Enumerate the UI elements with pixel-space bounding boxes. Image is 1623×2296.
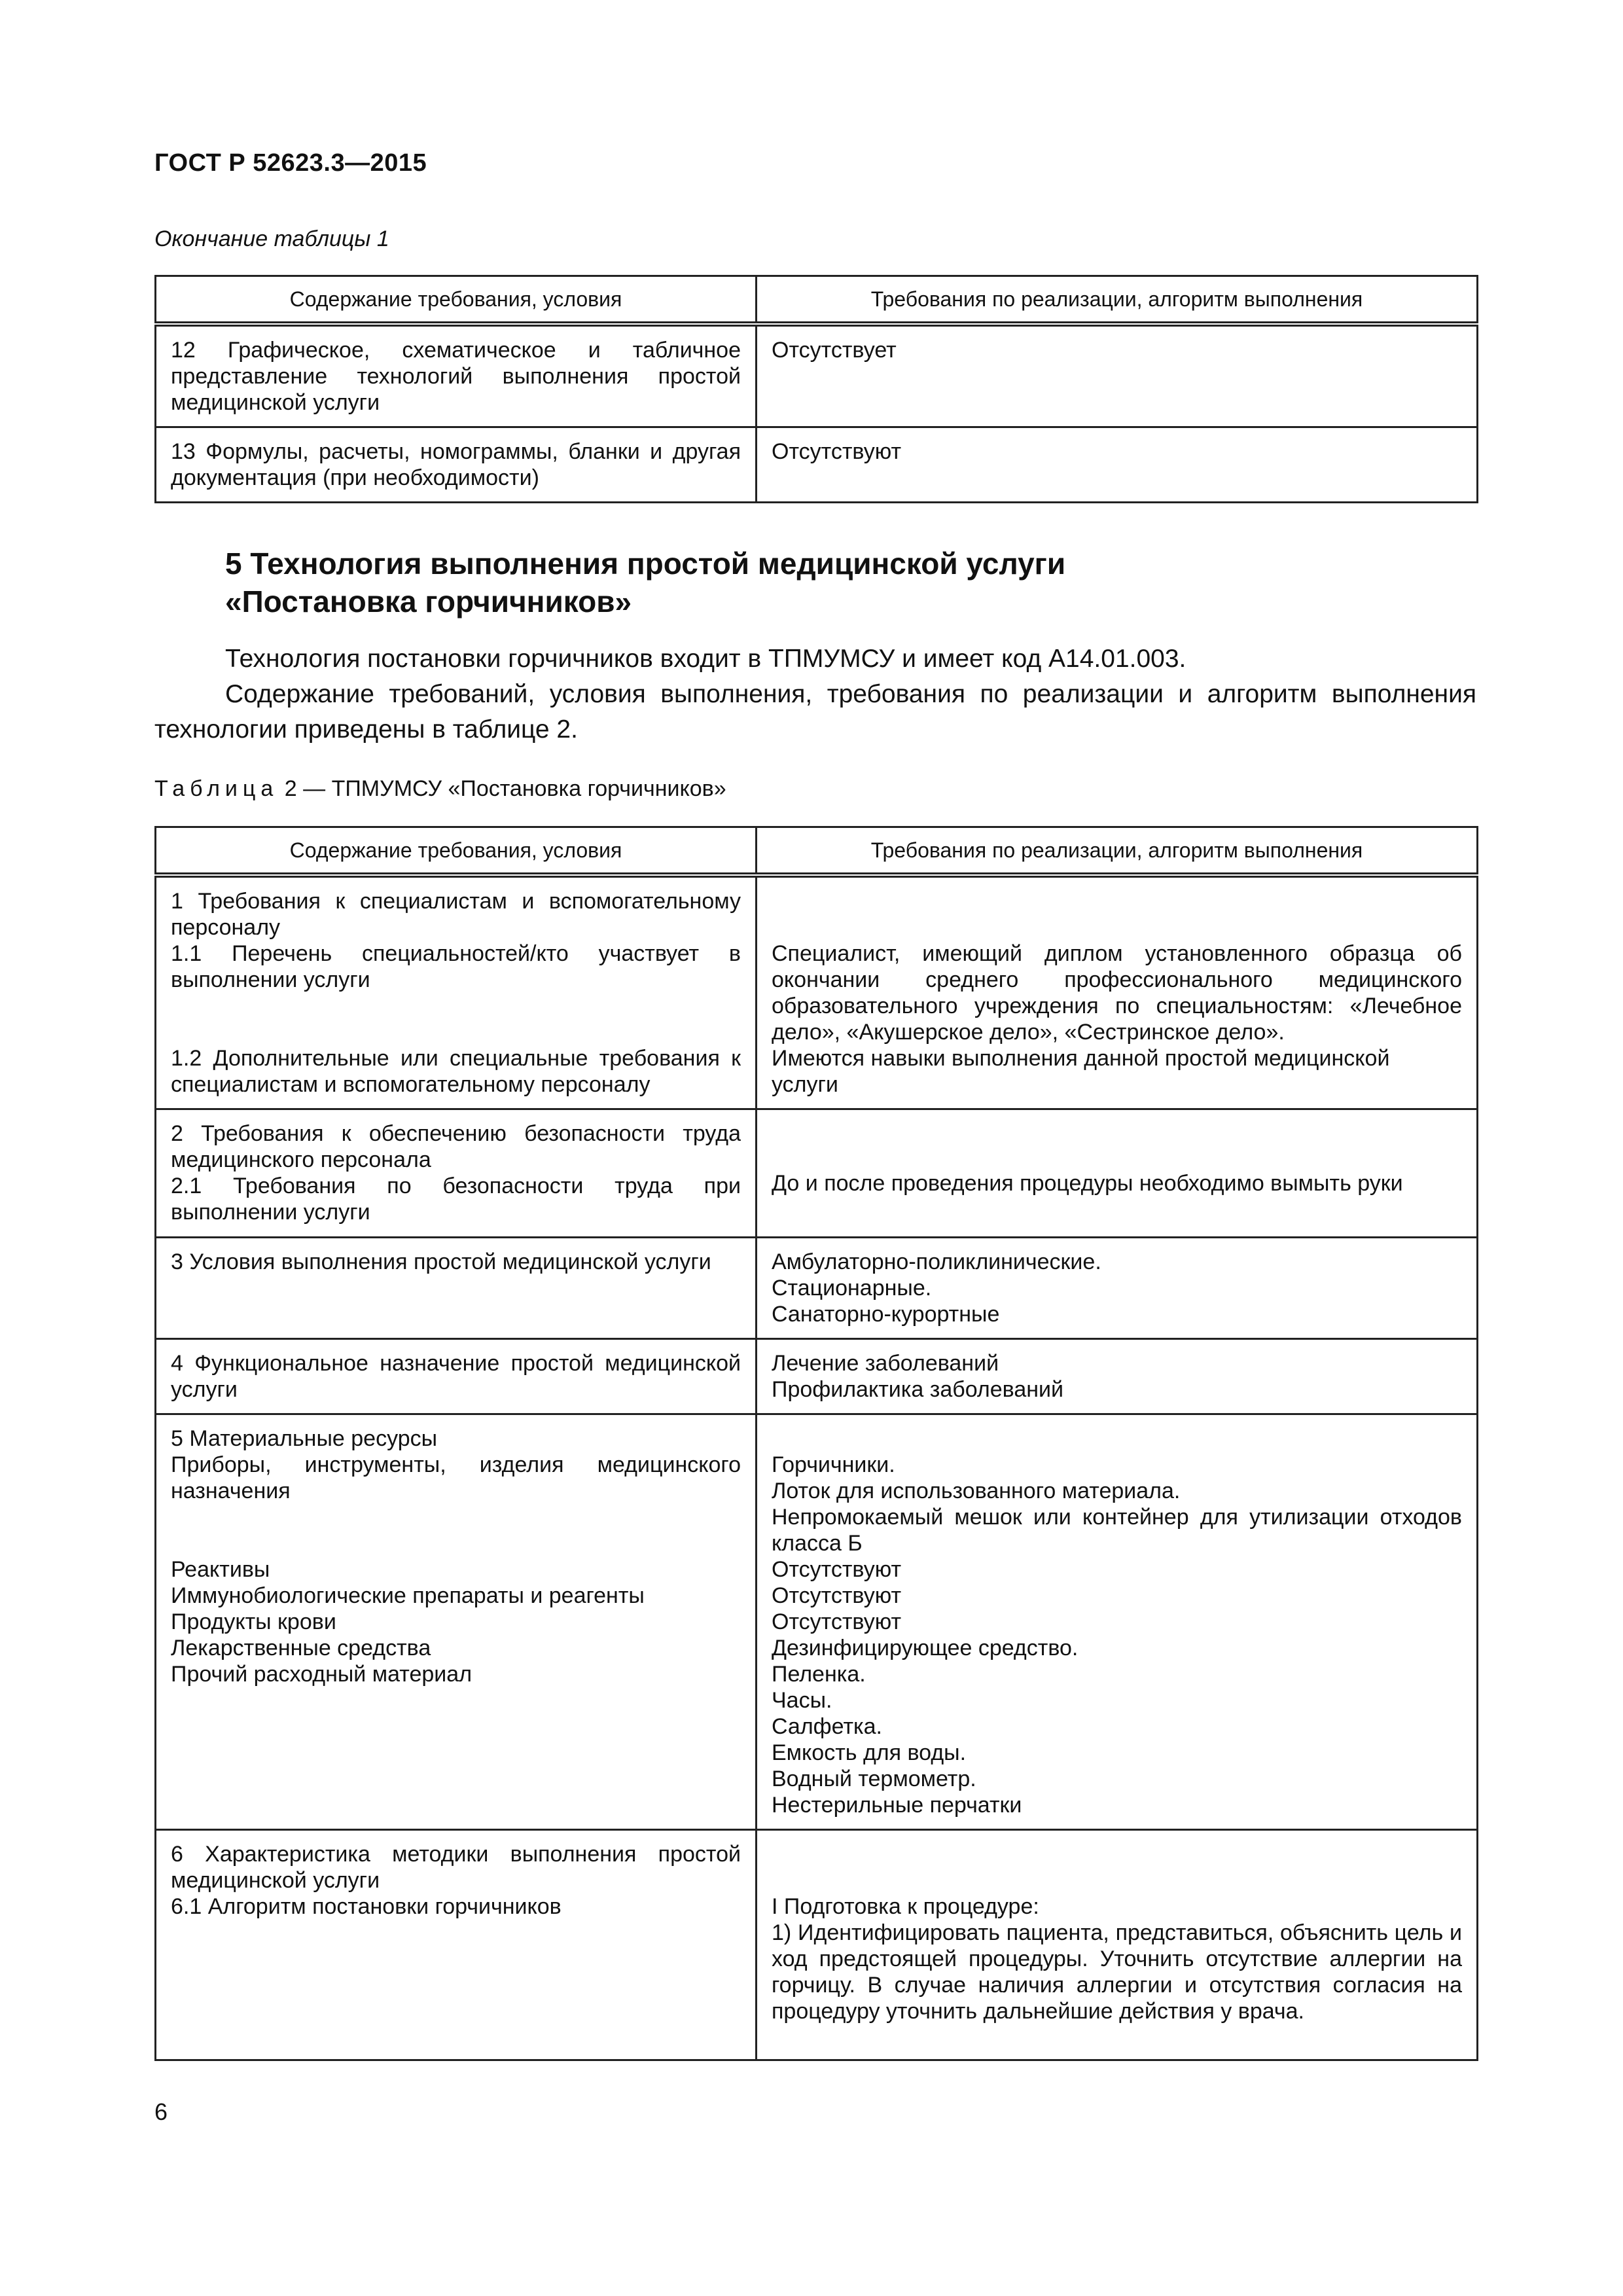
table2-row-5: [156, 1414, 1478, 1830]
cell-text: Приборы, инструменты, изделия медицинского назначения: [171, 1452, 741, 1503]
section-5-title: [225, 545, 1065, 620]
cell-text: 6 Характеристика методики выполнения простой медицинской услуги: [171, 1842, 741, 1893]
table1-row-13-implementation: [757, 427, 1478, 503]
section-5-title-line1: 5 Технология выполнения простой медицинской услуги: [225, 547, 1066, 581]
cell-text: Дезинфицирующее средство.: [772, 1636, 1079, 1660]
table2-row-6: [156, 1830, 1478, 2060]
table1-header-requirements: Содержание требования, условия: [156, 276, 757, 325]
cell-text: Водный термометр.: [772, 1767, 976, 1791]
table2-header-implementation: Требования по реализации, алгоритм выполнения: [757, 827, 1478, 876]
cell-text: Лечение заболеваний: [772, 1351, 999, 1376]
cell-text: 2 Требования к обеспечению безопасности труда медицинского персонала: [171, 1121, 741, 1172]
cell-text: 4 Функциональное назначение простой медицинской услуги: [171, 1351, 741, 1402]
table2-row-6-implementation: [757, 1830, 1478, 2060]
cell-text: Профилактика заболеваний: [772, 1377, 1064, 1402]
table2-row-4-implementation: [757, 1339, 1478, 1414]
cell-text: 2.1 Требования по безопасности труда при выполнении услуги: [171, 1174, 741, 1225]
cell-text: Отсутствует: [772, 338, 897, 363]
cell-text: Специалист, имеющий диплом установленного образца об окончании среднего профессионального медицинского образовательного учреждения по специальностям: «Лечебное дело», «Акушерское дело», «Сестринское дело».: [772, 941, 1462, 1045]
cell-text: 1) Идентифицировать пациента, представиться, объяснить цель и ход предстоящей процедуры. Уточнить отсутствие аллергии на горчицу. В случае наличия аллергии и отсутствия согласия на процедуру уточнить дальнейшие действия у врача.: [772, 1920, 1462, 2024]
table2-row-4-requirement: [156, 1339, 757, 1414]
table2-row-3-requirement: [156, 1238, 757, 1339]
cell-text: Непромокаемый мешок или контейнер для утилизации отходов класса Б: [772, 1505, 1462, 1556]
table2-caption: [154, 776, 726, 802]
cell-text: 1.2 Дополнительные или специальные требования к специалистам и вспомогательному персоналу: [171, 1046, 741, 1097]
cell-text: Стационарные.: [772, 1276, 932, 1300]
cell-text: Имеются навыки выполнения данной простой медицинской услуги: [772, 1046, 1390, 1097]
document-code-header: ГОСТ Р 52623.3—2015: [154, 149, 427, 177]
cell-text: Иммунобиологические препараты и реагенты: [171, 1583, 645, 1608]
cell-text: Отсутствуют: [772, 1583, 902, 1608]
section-5-paragraph-1: [154, 641, 1476, 677]
cell-text: 13 Формулы, расчеты, номограммы, бланки и другая документация (при необходимости): [171, 439, 741, 490]
paragraph-text: Технология постановки горчичников входит в ТПМУМСУ и имеет код А14.01.003.: [225, 645, 1186, 673]
cell-text: Горчичники.: [772, 1452, 895, 1477]
cell-text: I Подготовка к процедуре:: [772, 1894, 1039, 1919]
cell-text: 3 Условия выполнения простой медицинской услуги: [171, 1249, 711, 1274]
cell-text: Реактивы: [171, 1557, 270, 1582]
cell-text: 1.1 Перечень специальностей/кто участвует в выполнении услуги: [171, 941, 741, 992]
page-number: 6: [154, 2098, 168, 2125]
cell-text: Лекарственные средства: [171, 1636, 431, 1660]
section-5-title-line2: «Постановка горчичников»: [225, 584, 632, 619]
cell-text: Прочий расходный материал: [171, 1662, 473, 1687]
cell-text: Емкость для воды.: [772, 1740, 967, 1765]
table1-row-12-requirement: [156, 324, 757, 427]
table1-row-13: [156, 427, 1478, 503]
table1-row-12-implementation: [757, 324, 1478, 427]
table2: [154, 826, 1476, 2061]
table2-row-5-implementation: [757, 1414, 1478, 1830]
cell-text: Санаторно-курортные: [772, 1302, 1000, 1327]
table1: [154, 275, 1476, 503]
cell-text: Пеленка.: [772, 1662, 866, 1687]
section-5-paragraph-2: [154, 677, 1476, 747]
cell-text: 12 Графическое, схематическое и табличное представление технологий выполнения простой медицинской услуги: [171, 338, 741, 415]
cell-text: Часы.: [772, 1688, 832, 1713]
table2-row-4: [156, 1339, 1478, 1414]
cell-text: 1 Требования к специалистам и вспомогательному персоналу: [171, 889, 741, 940]
cell-text: Салфетка.: [772, 1714, 882, 1739]
cell-text: Нестерильные перчатки: [772, 1793, 1022, 1818]
table2-caption-word: Таблица: [154, 776, 279, 801]
paragraph-text: Содержание требований, условия выполнения, требования по реализации и алгоритм выполнения технологии приведены в таблице 2.: [154, 680, 1476, 744]
table1-continuation-caption: Окончание таблицы 1: [154, 226, 389, 251]
table2-row-1: [156, 875, 1478, 1109]
cell-text: 5 Материальные ресурсы: [171, 1426, 438, 1451]
table2-row-3-implementation: [757, 1238, 1478, 1339]
cell-text: Амбулаторно-поликлинические.: [772, 1249, 1101, 1274]
table2-row-1-implementation: [757, 875, 1478, 1109]
table1-row-13-requirement: [156, 427, 757, 503]
table2-row-2: [156, 1109, 1478, 1238]
cell-text: До и после проведения процедуры необходимо вымыть руки: [772, 1171, 1403, 1196]
table2-header-requirements: Содержание требования, условия: [156, 827, 757, 876]
cell-text: Отсутствуют: [772, 1609, 902, 1634]
table1-header-implementation: Требования по реализации, алгоритм выполнения: [757, 276, 1478, 325]
cell-text: 6.1 Алгоритм постановки горчичников: [171, 1894, 562, 1919]
table2-row-5-requirement: [156, 1414, 757, 1830]
table1-row-12: [156, 324, 1478, 427]
table2-row-2-requirement: [156, 1109, 757, 1238]
table2-row-2-implementation: [757, 1109, 1478, 1238]
table2-caption-title: 2 — ТПМУМСУ «Постановка горчичников»: [284, 776, 726, 801]
cell-text: Лоток для использованного материала.: [772, 1479, 1181, 1503]
cell-text: Отсутствуют: [772, 439, 902, 464]
table2-row-6-requirement: [156, 1830, 757, 2060]
table2-row-3: [156, 1238, 1478, 1339]
cell-text: Отсутствуют: [772, 1557, 902, 1582]
table2-row-1-requirement: [156, 875, 757, 1109]
cell-text: Продукты крови: [171, 1609, 336, 1634]
